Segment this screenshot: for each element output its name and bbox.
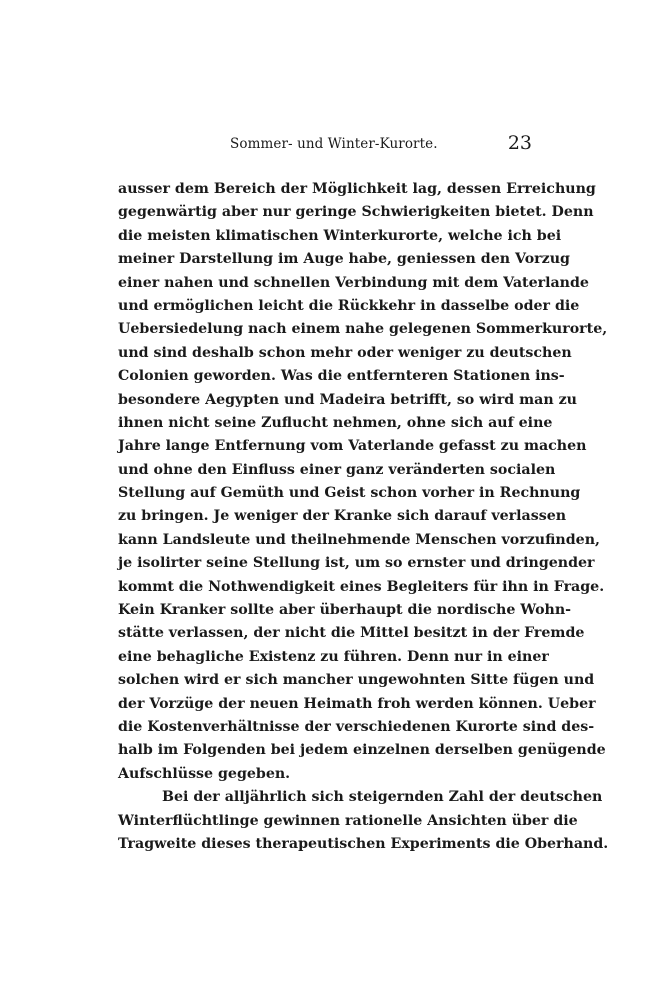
text-line: Stellung auf Gemüth und Geist schon vorher in Rechnung [118,485,581,502]
text-line: Bei der alljährlich sich steigernden Zahl der deutschen [162,789,603,806]
text-line: meiner Darstellung im Auge habe, geniessen den Vorzug [118,251,570,268]
text-line: halb im Folgenden bei jedem einzelnen derselben genügende [118,742,606,759]
text-line: und sind deshalb schon mehr oder weniger zu deutschen [118,344,572,361]
text-line: solchen wird er sich mancher ungewohnten Sitte fügen und [118,672,595,689]
text-line: kommt die Nothwendigkeit eines Begleiters für ihn in Frage. [118,578,605,595]
text-line: je isolirter seine Stellung ist, um so ernster und dringender [118,555,595,572]
text-line: und ohne den Einfluss einer ganz veränderten socialen [118,461,556,478]
text-line: ihnen nicht seine Zuflucht nehmen, ohne sich auf eine [118,414,553,431]
text-line: Aufschlüsse gegeben. [118,765,291,782]
text-line: besondere Aegypten und Madeira betrifft, so wird man zu [118,391,577,408]
text-line: und ermöglichen leicht die Rückkehr in dasselbe oder die [118,297,580,314]
text-line: Winterflüchtlinge gewinnen rationelle Ansichten über die [118,812,578,829]
text-line: gegenwärtig aber nur geringe Schwierigkeiten bietet. Denn [118,204,594,221]
text-line: eine behagliche Existenz zu führen. Denn nur in einer [118,648,549,665]
text-line: Tragweite dieses therapeutischen Experiments die Oberhand. [118,835,609,852]
text-line: Colonien geworden. Was die entfernteren Stationen ins- [118,368,565,385]
page-number: 23 [507,132,532,154]
text-line: Uebersiedelung nach einem nahe gelegenen Sommerkurorte, [118,321,608,338]
text-line: kann Landsleute und theilnehmende Menschen vorzufinden, [118,531,600,548]
text-line: die meisten klimatischen Winterkurorte, welche ich bei [118,227,562,244]
text-line: ausser dem Bereich der Möglichkeit lag, dessen Erreichung [118,181,596,197]
paragraph [118,786,609,856]
text-line: Jahre lange Entfernung vom Vaterlande gefasst zu machen [118,438,587,455]
text-line: einer nahen und schnellen Verbindung mit dem Vaterlande [118,274,589,291]
running-title: Sommer- und Winter-Kurorte. [230,136,438,152]
text-line: Kein Kranker sollte aber überhaupt die nordische Wohn- [118,602,572,619]
text-line: stätte verlassen, der nicht die Mittel besitzt in der Fremde [118,625,585,642]
paragraph [118,178,608,786]
text-line: die Kostenverhältnisse der verschiedenen Kurorte sind des- [118,718,595,735]
text-line: zu bringen. Je weniger der Kranke sich darauf verlassen [118,508,567,525]
text-line: der Vorzüge der neuen Heimath froh werden können. Ueber [118,695,596,712]
running-head [118,131,532,157]
body-text [118,178,609,856]
